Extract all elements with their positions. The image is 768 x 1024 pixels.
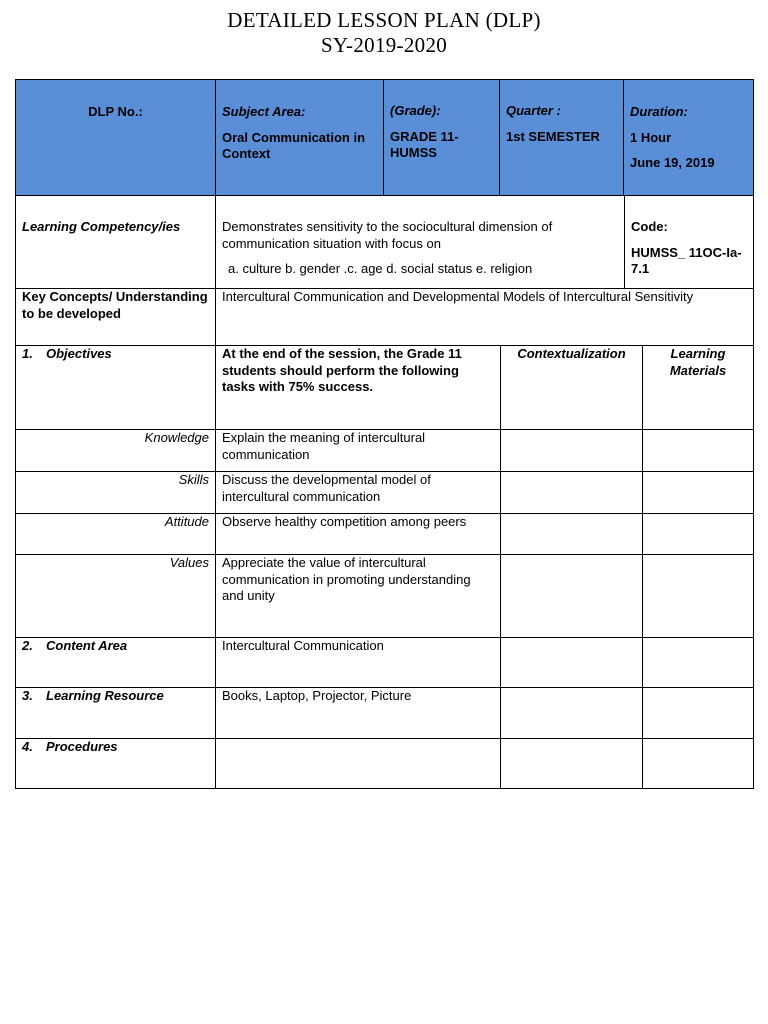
grade-cell <box>384 80 500 196</box>
attitude-text: Observe healthy competition among peers <box>222 514 467 529</box>
quarter-value: 1st SEMESTER <box>506 128 600 144</box>
knowledge-label-cell <box>16 430 216 472</box>
learning-resource-text-cell <box>216 688 501 739</box>
grade-label: (Grade): <box>390 103 441 118</box>
learning-resource-label: Learning Resource <box>46 688 164 703</box>
grade-value: GRADE 11-HUMSS <box>390 128 459 160</box>
dlp-no-label: DLP No.: <box>88 104 143 119</box>
knowledge-text: Explain the meaning of intercultural communication <box>222 430 426 462</box>
quarter-label: Quarter : <box>506 103 561 118</box>
learning-materials-header-cell <box>643 346 754 430</box>
content-area-text: Intercultural Communication <box>222 638 384 653</box>
attitude-label-cell <box>16 514 216 555</box>
learning-resource-number: 3. <box>22 688 33 703</box>
competency-text: Demonstrates sensitivity to the sociocultural dimension of communication situation with focus on <box>222 219 553 251</box>
values-materials-cell <box>643 555 754 638</box>
attitude-text-cell <box>216 514 501 555</box>
procedures-number: 4. <box>22 739 33 754</box>
skills-text-cell <box>216 472 501 514</box>
attitude-materials-cell <box>643 514 754 555</box>
objectives-table <box>15 345 754 789</box>
subject-area-label: Subject Area: <box>222 104 306 119</box>
quarter-cell <box>500 80 624 196</box>
competency-text-cell <box>216 196 625 289</box>
learning-resource-context-cell <box>501 688 643 739</box>
procedures-context-cell <box>501 739 643 789</box>
title-line: DETAILED LESSON PLAN (DLP) <box>227 8 541 32</box>
duration-cell <box>624 80 754 196</box>
key-concepts-text: Intercultural Communication and Developmental Models of Intercultural Sensitivity <box>222 289 694 304</box>
procedures-materials-cell <box>643 739 754 789</box>
school-year-line: SY-2019-2020 <box>320 33 448 57</box>
content-area-number: 2. <box>22 638 33 653</box>
objectives-intro-cell <box>216 346 501 430</box>
document-title <box>0 8 768 58</box>
info-table <box>15 79 754 196</box>
date-value: June 19, 2019 <box>630 155 715 170</box>
skills-label-cell <box>16 472 216 514</box>
values-label-cell <box>16 555 216 638</box>
procedures-text-cell <box>216 739 501 789</box>
knowledge-materials-cell <box>643 430 754 472</box>
content-area-context-cell <box>501 638 643 688</box>
subject-area-cell <box>216 80 384 196</box>
values-label: Values <box>169 555 209 570</box>
content-area-label: Content Area <box>46 638 128 653</box>
dlp-no-cell <box>16 80 216 196</box>
learning-resource-materials-cell <box>643 688 754 739</box>
objectives-number: 1. <box>22 346 33 361</box>
content-area-label-cell <box>16 638 216 688</box>
skills-label: Skills <box>178 472 209 487</box>
skills-context-cell <box>501 472 643 514</box>
objectives-label: Objectives <box>46 346 112 361</box>
content-area-materials-cell <box>643 638 754 688</box>
knowledge-label: Knowledge <box>144 430 209 445</box>
learning-resource-label-cell <box>16 688 216 739</box>
contextualization-header-cell <box>501 346 643 430</box>
subject-area-value: Oral Communication in Context <box>222 129 366 161</box>
knowledge-text-cell <box>216 430 501 472</box>
objectives-intro: At the end of the session, the Grade 11 students should perform the following tasks with 75% success. <box>222 346 462 394</box>
learning-resource-text: Books, Laptop, Projector, Picture <box>222 688 412 703</box>
learning-materials-label: Learning Materials <box>669 346 727 378</box>
code-value: HUMSS_ 11OC-Ia-7.1 <box>631 244 742 276</box>
competency-label-cell <box>16 196 216 289</box>
attitude-context-cell <box>501 514 643 555</box>
procedures-label: Procedures <box>46 739 118 754</box>
content-area-text-cell <box>216 638 501 688</box>
values-text-cell <box>216 555 501 638</box>
key-concepts-text-cell <box>216 289 754 346</box>
values-context-cell <box>501 555 643 638</box>
competency-label: Learning Competency/ies <box>22 219 181 234</box>
competency-table <box>15 195 754 346</box>
competency-items: a. culture b. gender .c. age d. social status e. religion <box>228 261 533 276</box>
objectives-label-cell <box>16 346 216 430</box>
skills-text: Discuss the developmental model of intercultural communication <box>222 472 431 504</box>
attitude-label: Attitude <box>164 514 209 529</box>
duration-label: Duration: <box>630 104 688 119</box>
code-label: Code: <box>631 219 668 234</box>
knowledge-context-cell <box>501 430 643 472</box>
skills-materials-cell <box>643 472 754 514</box>
values-text: Appreciate the value of intercultural communication in promoting understanding and unity <box>222 555 471 603</box>
key-concepts-label-cell <box>16 289 216 346</box>
key-concepts-label: Key Concepts/ Understanding to be developed <box>22 289 208 321</box>
code-cell <box>625 196 754 289</box>
procedures-label-cell <box>16 739 216 789</box>
contextualization-label: Contextualization <box>517 346 626 361</box>
duration-value: 1 Hour <box>630 129 672 145</box>
